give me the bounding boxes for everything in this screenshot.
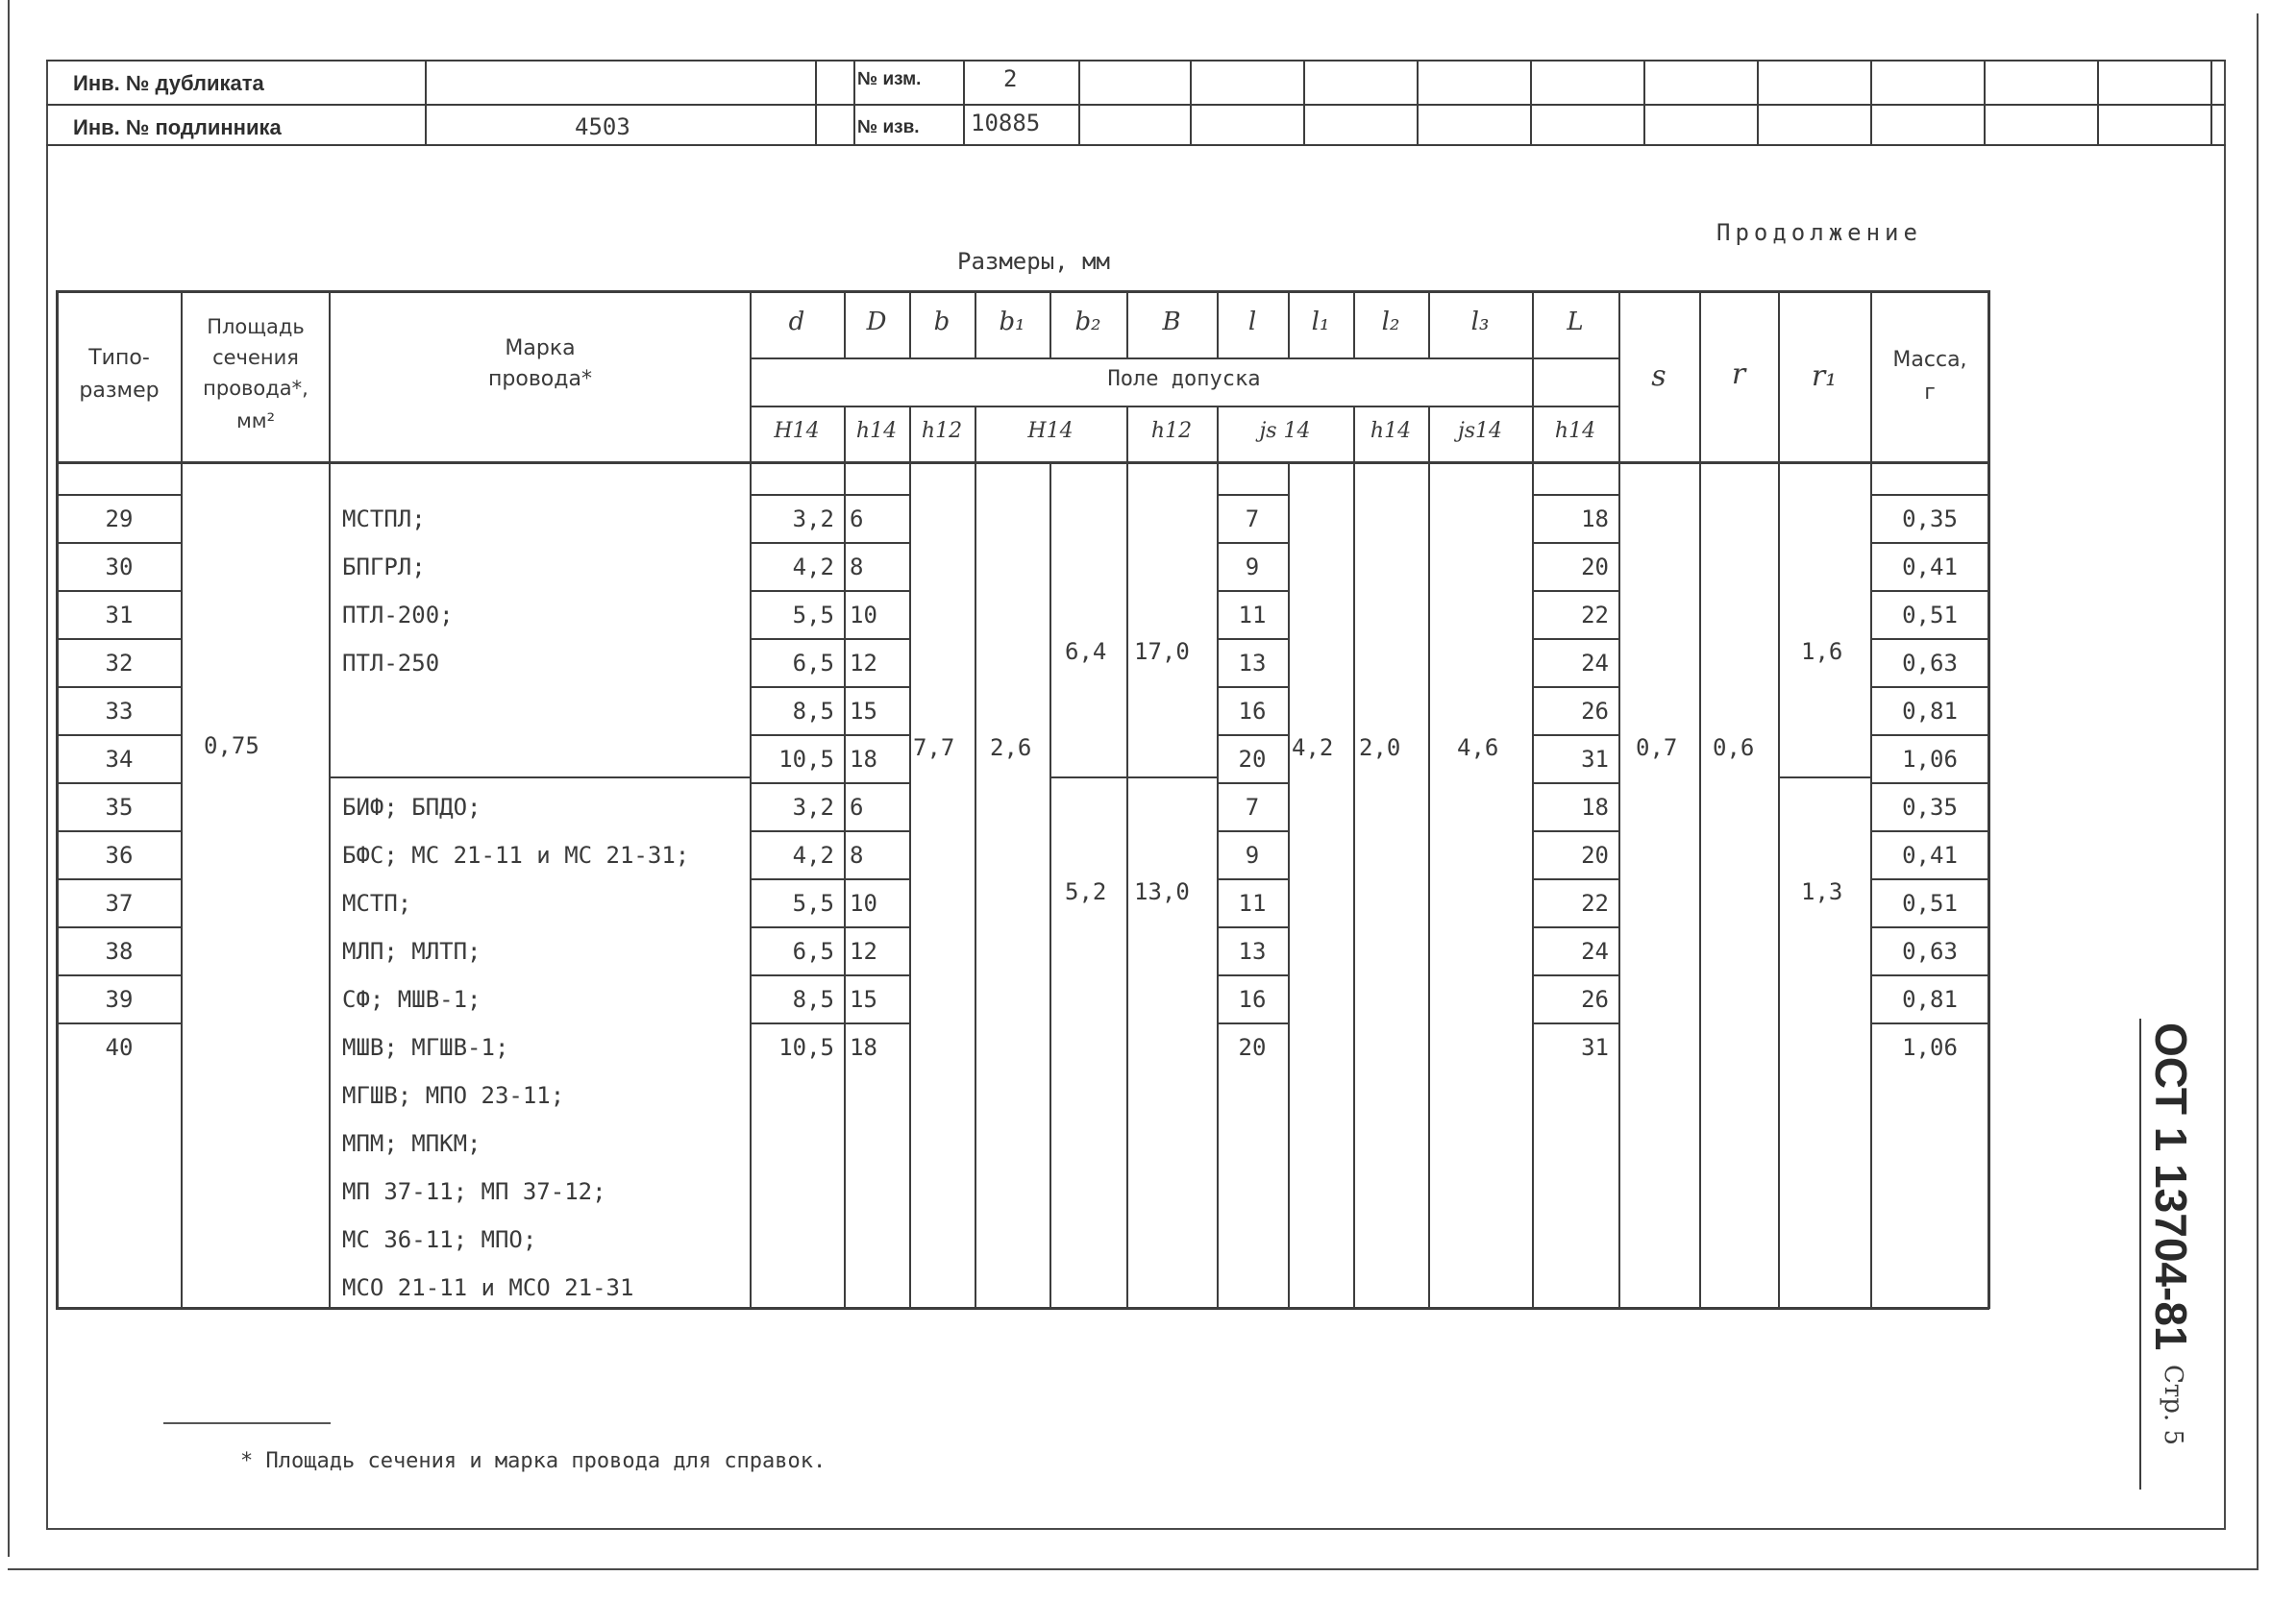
row-line [844,926,909,928]
l-cell: 16 [1238,698,1267,725]
l3-value: 4,6 [1457,734,1499,761]
row-line [1532,542,1618,544]
row-line [1870,830,1989,832]
wire-mark: МСТП; [342,890,412,917]
dim-b1-header: b₁ [999,308,1025,336]
tol-l2: h14 [1370,419,1412,443]
dim-l2-header: l₂ [1381,308,1400,336]
L-cell: 22 [1581,890,1609,917]
typesize-header-2: размер [79,379,160,403]
D-cell: 15 [850,986,877,1013]
s-value: 0,7 [1636,734,1678,761]
row-line [1870,782,1989,784]
D-cell: 18 [850,746,877,773]
row-line [1870,926,1989,928]
row-line [1532,782,1618,784]
inner-frame-bottom [46,1528,2226,1530]
l-cell: 7 [1245,505,1260,532]
b-value: 7,7 [913,734,955,761]
L-cell: 26 [1581,698,1609,725]
wire-mark: МС 36-11; МПО; [342,1226,537,1253]
row-line [1532,686,1618,688]
typesize-cell: 31 [105,602,134,628]
row-line [750,974,844,976]
B-value-group1: 17,0 [1134,638,1190,665]
typesize-cell: 36 [105,842,134,869]
d-cell: 5,5 [792,602,834,628]
tol-b1-b2: H14 [1027,419,1074,443]
row-line [1870,734,1989,736]
row-line [1870,686,1989,688]
mass-cell: 0,51 [1902,890,1958,917]
d-cell: 6,5 [792,650,834,677]
tol-b: h12 [921,419,963,443]
dim-D-header: D [866,308,887,336]
l-cell: 16 [1238,986,1267,1013]
row-line [1870,638,1989,640]
typesize-cell: 40 [105,1034,134,1061]
row-line [750,782,844,784]
side-code-rule [2139,1019,2141,1490]
row-line [1217,494,1288,496]
row-line [1532,494,1618,496]
wire-mark: ПТЛ-250 [342,650,440,677]
row-line [1532,734,1618,736]
izm-value: 2 [1003,65,1018,92]
d-cell: 4,2 [792,554,834,580]
row-line [1532,830,1618,832]
outer-frame-bottom [8,1568,2259,1570]
row-line [750,830,844,832]
dim-b-header: b [933,308,950,336]
row-line [1217,878,1288,880]
row-line [1217,782,1288,784]
s-header: s [1651,359,1666,393]
inner-frame-right [2224,60,2226,1530]
typesize-cell: 33 [105,698,134,725]
row-line [56,1022,181,1024]
d-cell: 5,5 [792,890,834,917]
dim-b2-header: b₂ [1074,308,1101,336]
dim-l3-header: l₃ [1470,308,1490,336]
r1-header: r₁ [1811,359,1838,393]
row-line [750,878,844,880]
mass-cell: 0,35 [1902,505,1958,532]
footnote: * Площадь сечения и марка провода для справок. [240,1449,827,1473]
d-cell: 8,5 [792,698,834,725]
row-line [1870,590,1989,592]
row-line [844,878,909,880]
row-line [56,878,181,880]
D-cell: 6 [850,794,864,821]
row-line [844,974,909,976]
L-cell: 24 [1581,650,1609,677]
doc-code: ОСТ 1 13704-81 [2146,1022,2196,1351]
D-cell: 12 [850,650,877,677]
tol-D: h14 [855,419,898,443]
wire-mark: МСО 21-11 и МСО 21-31 [342,1274,634,1301]
row-line [1217,542,1288,544]
L-cell: 22 [1581,602,1609,628]
area-header-2: сечения [212,346,299,369]
row-line [750,542,844,544]
D-cell: 10 [850,602,877,628]
mass-cell: 0,81 [1902,698,1958,725]
row-line [56,782,181,784]
wire-mark: МЛП; МЛТП; [342,938,481,965]
r1-value-group2: 1,3 [1801,878,1843,905]
mass-cell: 0,35 [1902,794,1958,821]
row-line [56,686,181,688]
b1-value: 2,6 [990,734,1032,761]
B-value-group2: 13,0 [1134,878,1190,905]
row-line [1217,926,1288,928]
row-line [844,686,909,688]
typesize-cell: 35 [105,794,134,821]
wire-mark: МСТПЛ; [342,505,426,532]
continuation-label: Продолжение [1716,219,1922,246]
mark-header-2: провода* [488,367,592,391]
row-line [750,590,844,592]
row-line [1217,638,1288,640]
L-cell: 31 [1581,1034,1609,1061]
d-cell: 6,5 [792,938,834,965]
row-line [844,782,909,784]
row-line [750,926,844,928]
inv-dup-label: Инв. № дубликата [73,71,264,95]
l-cell: 9 [1245,842,1260,869]
dim-l1-header: l₁ [1311,308,1330,336]
row-line [750,734,844,736]
row-line [1532,926,1618,928]
wire-mark: БПГРЛ; [342,554,426,580]
D-cell: 12 [850,938,877,965]
mass-cell: 0,63 [1902,650,1958,677]
row-line [1870,494,1989,496]
typesize-cell: 32 [105,650,134,677]
L-cell: 31 [1581,746,1609,773]
row-line [56,638,181,640]
row-line [844,830,909,832]
D-cell: 15 [850,698,877,725]
inv-orig-label: Инв. № подлинника [73,115,282,139]
row-line [844,638,909,640]
row-line [56,590,181,592]
D-cell: 10 [850,890,877,917]
row-line [1532,590,1618,592]
d-cell: 8,5 [792,986,834,1013]
r1-value-group1: 1,6 [1801,638,1843,665]
d-cell: 10,5 [778,746,834,773]
row-line [56,974,181,976]
D-cell: 8 [850,554,864,580]
row-line [750,494,844,496]
wire-mark: МШВ; МГШВ-1; [342,1034,509,1061]
D-cell: 6 [850,505,864,532]
izv-value: 10885 [971,110,1041,136]
b2-value-group2: 5,2 [1065,878,1107,905]
inv-orig-value: 4503 [575,113,630,140]
dim-d-header: d [788,308,805,336]
typesize-cell: 30 [105,554,134,580]
dimensions-caption: Размеры, мм [957,248,1110,275]
l-cell: 7 [1245,794,1260,821]
mass-cell: 0,51 [1902,602,1958,628]
mass-header-1: Масса, [1892,348,1967,372]
wire-mark: МПМ; МПКМ; [342,1130,481,1157]
row-line [1870,974,1989,976]
row-line [1532,974,1618,976]
row-line [1217,1022,1288,1024]
row-line [1217,734,1288,736]
mass-cell: 0,41 [1902,554,1958,580]
row-line [750,638,844,640]
row-line [1870,878,1989,880]
row-line [1217,974,1288,976]
row-line [844,1022,909,1024]
d-cell: 10,5 [778,1034,834,1061]
L-cell: 26 [1581,986,1609,1013]
d-cell: 3,2 [792,794,834,821]
row-line [56,830,181,832]
typesize-header-1: Типо- [88,346,150,370]
tol-l3: js14 [1457,419,1503,443]
l-cell: 20 [1238,746,1267,773]
row-line [844,590,909,592]
L-cell: 18 [1581,794,1609,821]
dim-L-header: L [1567,308,1584,336]
b2-value-group1: 6,4 [1065,638,1107,665]
wire-mark: ПТЛ-200; [342,602,454,628]
mass-cell: 0,81 [1902,986,1958,1013]
tolerance-field-header: Поле допуска [1107,367,1261,391]
l2-value: 2,0 [1359,734,1401,761]
typesize-cell: 37 [105,890,134,917]
L-cell: 18 [1581,505,1609,532]
outer-frame-left [8,0,10,1557]
mark-header-1: Марка [505,336,576,360]
l-cell: 11 [1238,890,1267,917]
wire-mark: МГШВ; МПО 23-11; [342,1082,565,1109]
tol-d: H14 [774,419,820,443]
mass-header-2: г [1924,381,1936,405]
tol-B: h12 [1150,419,1193,443]
row-line [844,734,909,736]
tol-L: h14 [1554,419,1596,443]
mass-cell: 1,06 [1902,746,1958,773]
izv-label: № изв. [857,117,920,137]
wire-mark: МП 37-11; МП 37-12; [342,1178,606,1205]
l-cell: 20 [1238,1034,1267,1061]
d-cell: 3,2 [792,505,834,532]
row-line [56,542,181,544]
wire-mark: БФС; МС 21-11 и МС 21-31; [342,842,690,869]
l-cell: 13 [1238,650,1267,677]
row-line [1217,590,1288,592]
L-cell: 20 [1581,554,1609,580]
wire-mark: БИФ; БПДО; [342,794,481,821]
typesize-cell: 38 [105,938,134,965]
d-cell: 4,2 [792,842,834,869]
row-line [1217,830,1288,832]
r-value: 0,6 [1713,734,1755,761]
D-cell: 8 [850,842,864,869]
inner-frame-left [46,60,48,1530]
tol-l-l1: js 14 [1259,419,1311,443]
dim-B-header: B [1162,308,1181,336]
mass-cell: 1,06 [1902,1034,1958,1061]
row-line [1532,878,1618,880]
l-cell: 9 [1245,554,1260,580]
izm-label: № изм. [857,69,922,89]
l-cell: 13 [1238,938,1267,965]
typesize-cell: 39 [105,986,134,1013]
D-cell: 18 [850,1034,877,1061]
row-line [56,494,181,496]
wire-mark: СФ; МШВ-1; [342,986,481,1013]
row-line [750,1022,844,1024]
area-value: 0,75 [204,732,259,759]
L-cell: 24 [1581,938,1609,965]
row-line [1532,1022,1618,1024]
row-line [56,734,181,736]
mass-cell: 0,41 [1902,842,1958,869]
row-line [1870,542,1989,544]
footnote-rule [163,1422,331,1424]
row-line [844,542,909,544]
row-line [750,686,844,688]
page-number: Стр. 5 [2159,1365,2187,1445]
outer-frame-right [2257,13,2259,1570]
l-cell: 11 [1238,602,1267,628]
row-line [1870,1022,1989,1024]
L-cell: 20 [1581,842,1609,869]
dim-l-header: l [1247,308,1257,336]
row-line [844,494,909,496]
area-header-3: провода*, [203,377,309,400]
r-header: r [1731,357,1746,391]
row-line [56,926,181,928]
area-header-4: мм² [235,409,276,432]
row-line [1532,638,1618,640]
row-line [1217,686,1288,688]
area-header-1: Площадь [207,315,305,338]
typesize-cell: 34 [105,746,134,773]
l1-value: 4,2 [1292,734,1334,761]
mass-cell: 0,63 [1902,938,1958,965]
typesize-cell: 29 [105,505,134,532]
